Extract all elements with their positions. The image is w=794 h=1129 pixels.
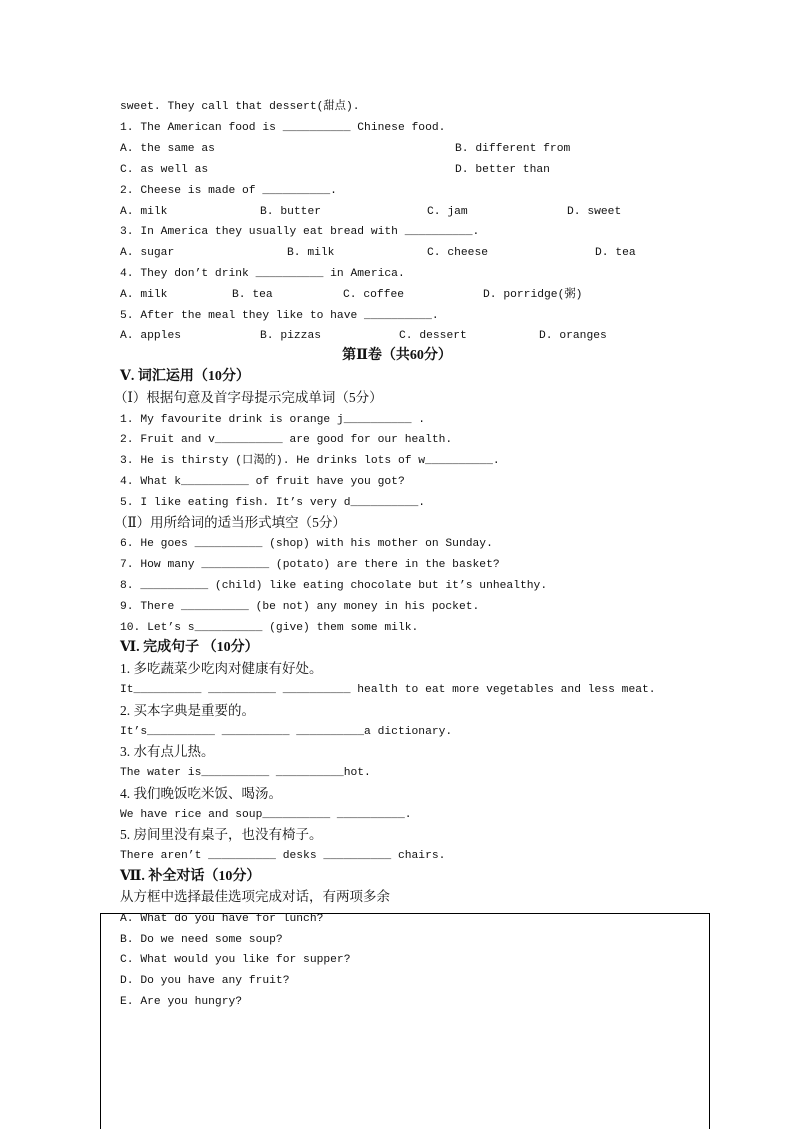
vocab-item-2: 2. Fruit and v__________ are good for our health.: [120, 434, 453, 446]
sentence-5-chinese: 5. 房间里没有桌子，也没有椅子。: [120, 827, 323, 842]
sentence-1-chinese: 1. 多吃蔬菜少吃肉对健康有好处。: [120, 661, 323, 676]
sentence-2-chinese: 2. 买本字典是重要的。: [120, 703, 255, 718]
question-5-option-a: A. apples: [120, 330, 182, 342]
sentence-3-english: The water is__________ __________hot.: [120, 767, 371, 779]
box-option-b: B. Do we need some soup?: [120, 934, 283, 946]
question-1-option-d: D. better than: [455, 164, 550, 176]
question-1-option-b: B. different from: [455, 143, 571, 155]
question-2-option-d: D. sweet: [567, 206, 622, 218]
box-option-c: C. What would you like for supper?: [120, 954, 351, 966]
question-5-option-d: D. oranges: [539, 330, 607, 342]
vocab-item-8: 8. __________ (child) like eating chocolate but it’s unhealthy.: [120, 580, 548, 592]
sentence-3-chinese: 3. 水有点儿热。: [120, 744, 215, 759]
vocab-item-4: 4. What k__________ of fruit have you got?: [120, 476, 405, 488]
section-5-subsection-2-title: （Ⅱ）用所给词的适当形式填空（5分）: [114, 515, 346, 530]
question-1-stem: 1. The American food is __________ Chinese food.: [120, 122, 446, 134]
question-2-stem: 2. Cheese is made of __________.: [120, 185, 337, 197]
question-5-option-b: B. pizzas: [260, 330, 322, 342]
question-3-stem: 3. In America they usually eat bread with __________.: [120, 226, 480, 238]
question-1-option-a: A. the same as: [120, 143, 215, 155]
vocab-item-3: 3. He is thirsty (口渴的). He drinks lots of w__________.: [120, 455, 500, 467]
question-5-option-c: C. dessert: [399, 330, 467, 342]
question-4-option-b: B. tea: [232, 289, 273, 301]
vocab-item-1: 1. My favourite drink is orange j__________ .: [120, 414, 426, 426]
question-5-stem: 5. After the meal they like to have __________.: [120, 310, 439, 322]
question-4-option-a: A. milk: [120, 289, 168, 301]
sentence-1-english: It__________ __________ __________ health to eat more vegetables and less meat.: [120, 684, 656, 696]
question-3-option-d: D. tea: [595, 247, 636, 259]
sentence-4-english: We have rice and soup__________ __________.: [120, 809, 412, 821]
sentence-4-chinese: 4. 我们晚饭吃米饭、喝汤。: [120, 786, 282, 801]
section-7-instruction: 从方框中选择最佳选项完成对话，有两项多余: [120, 889, 390, 904]
question-1-option-c: C. as well as: [120, 164, 209, 176]
question-3-option-c: C. cheese: [427, 247, 489, 259]
question-4-stem: 4. They don’t drink __________ in America.: [120, 268, 405, 280]
passage-last-line: sweet. They call that dessert(甜点).: [120, 101, 360, 113]
vocab-item-10: 10. Let’s s__________ (give) them some milk.: [120, 622, 419, 634]
section-7-title: Ⅶ. 补全对话（10分）: [120, 869, 261, 884]
vocab-item-7: 7. How many __________ (potato) are there in the basket?: [120, 559, 500, 571]
question-2-option-b: B. butter: [260, 206, 322, 218]
question-4-option-d: D. porridge(粥): [483, 289, 583, 301]
question-3-option-b: B. milk: [287, 247, 335, 259]
question-2-option-a: A. milk: [120, 206, 168, 218]
box-option-a: A. What do you have for lunch?: [120, 913, 324, 925]
question-4-option-c: C. coffee: [343, 289, 405, 301]
section-5-title: Ⅴ. 词汇运用（10分）: [120, 369, 250, 384]
box-option-d: D. Do you have any fruit?: [120, 975, 290, 987]
box-option-e: E. Are you hungry?: [120, 996, 243, 1008]
question-3-option-a: A. sugar: [120, 247, 175, 259]
section-5-subsection-1-title: （Ⅰ）根据句意及首字母提示完成单词（5分）: [114, 390, 383, 405]
vocab-item-9: 9. There __________ (be not) any money in his pocket.: [120, 601, 480, 613]
question-2-option-c: C. jam: [427, 206, 468, 218]
part-2-title: 第Ⅱ卷（共60分）: [342, 348, 452, 363]
sentence-2-english: It’s__________ __________ __________a dictionary.: [120, 726, 453, 738]
vocab-item-5: 5. I like eating fish. It’s very d__________.: [120, 497, 426, 509]
sentence-5-english: There aren’t __________ desks __________ chairs.: [120, 850, 446, 862]
vocab-item-6: 6. He goes __________ (shop) with his mother on Sunday.: [120, 538, 493, 550]
section-6-title: Ⅵ. 完成句子 （10分）: [120, 640, 259, 655]
